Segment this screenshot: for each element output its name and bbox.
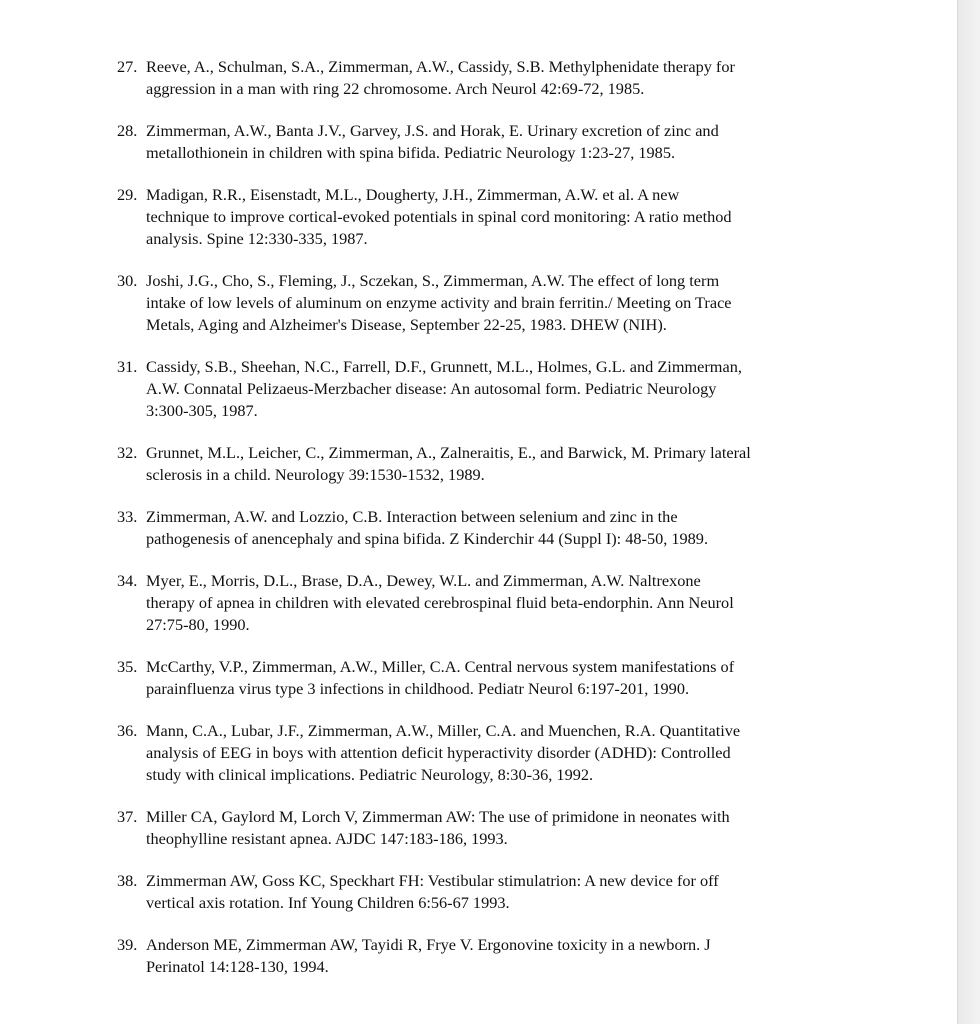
reference-text-line: therapy of apnea in children with elevated cerebrospinal fluid beta-endorphin. Ann Neurol <box>146 593 734 612</box>
reference-number: 31. <box>117 357 138 376</box>
reference-text-line: 27:75-80, 1990. <box>146 615 250 634</box>
reference-text-line: analysis of EEG in boys with attention deficit hyperactivity disorder (ADHD): Controlled <box>146 743 731 762</box>
reference-text-line: study with clinical implications. Pediatric Neurology, 8:30-36, 1992. <box>146 765 594 784</box>
reference-text-line: Miller CA, Gaylord M, Lorch V, Zimmerman AW: The use of primidone in neonates with <box>146 807 730 826</box>
reference-text-line: metallothionein in children with spina bifida. Pediatric Neurology 1:23-27, 1985. <box>146 143 676 162</box>
reference-item <box>117 570 847 636</box>
reference-text-line: Anderson ME, Zimmerman AW, Tayidi R, Frye V. Ergonovine toxicity in a newborn. J <box>146 935 711 954</box>
reference-number: 36. <box>117 721 138 740</box>
reference-item <box>117 356 847 422</box>
reference-text-line: Metals, Aging and Alzheimer's Disease, September 22-25, 1983. DHEW (NIH). <box>146 315 667 334</box>
reference-number: 38. <box>117 871 138 890</box>
reference-item <box>117 442 847 486</box>
reference-item <box>117 506 847 550</box>
reference-item <box>117 120 847 164</box>
reference-item <box>117 56 847 100</box>
reference-item <box>117 934 847 978</box>
reference-text-line: intake of low levels of aluminum on enzyme activity and brain ferritin./ Meeting on Trace <box>146 293 732 312</box>
reference-number: 30. <box>117 271 138 290</box>
reference-number: 37. <box>117 807 138 826</box>
reference-text-line: Grunnet, M.L., Leicher, C., Zimmerman, A., Zalneraitis, E., and Barwick, M. Primary lateral <box>146 443 751 462</box>
reference-text-line: theophylline resistant apnea. AJDC 147:183-186, 1993. <box>146 829 508 848</box>
reference-text-line: technique to improve cortical-evoked potentials in spinal cord monitoring: A ratio method <box>146 207 732 226</box>
reference-text-line: Joshi, J.G., Cho, S., Fleming, J., Sczekan, S., Zimmerman, A.W. The effect of long term <box>146 271 720 290</box>
reference-text-line: pathogenesis of anencephaly and spina bifida. Z Kinderchir 44 (Suppl I): 48-50, 1989. <box>146 529 709 548</box>
reference-text-line: Reeve, A., Schulman, S.A., Zimmerman, A.W., Cassidy, S.B. Methylphenidate therapy for <box>146 57 735 76</box>
reference-text-line: McCarthy, V.P., Zimmerman, A.W., Miller, C.A. Central nervous system manifestations of <box>146 657 735 676</box>
reference-number: 34. <box>117 571 138 590</box>
reference-item <box>117 806 847 850</box>
reference-text-line: A.W. Connatal Pelizaeus-Merzbacher disease: An autosomal form. Pediatric Neurology <box>146 379 717 398</box>
reference-text-line: 3:300-305, 1987. <box>146 401 258 420</box>
reference-number: 28. <box>117 121 138 140</box>
reference-text-line: sclerosis in a child. Neurology 39:1530-1532, 1989. <box>146 465 485 484</box>
reference-text-line: Zimmerman AW, Goss KC, Speckhart FH: Vestibular stimulatrion: A new device for off <box>146 871 719 890</box>
reference-list <box>117 56 847 998</box>
viewer-gutter <box>957 0 980 1024</box>
reference-number: 27. <box>117 57 138 76</box>
reference-text-line: Mann, C.A., Lubar, J.F., Zimmerman, A.W., Miller, C.A. and Muenchen, R.A. Quantitative <box>146 721 741 740</box>
reference-item <box>117 656 847 700</box>
reference-number: 39. <box>117 935 138 954</box>
reference-number: 33. <box>117 507 138 526</box>
reference-number: 35. <box>117 657 138 676</box>
reference-item <box>117 870 847 914</box>
reference-text-line: analysis. Spine 12:330-335, 1987. <box>146 229 368 248</box>
reference-item <box>117 720 847 786</box>
reference-text-line: aggression in a man with ring 22 chromosome. Arch Neurol 42:69-72, 1985. <box>146 79 645 98</box>
reference-text-line: Zimmerman, A.W. and Lozzio, C.B. Interaction between selenium and zinc in the <box>146 507 678 526</box>
reference-text-line: Madigan, R.R., Eisenstadt, M.L., Dougherty, J.H., Zimmerman, A.W. et al. A new <box>146 185 680 204</box>
reference-text-line: Zimmerman, A.W., Banta J.V., Garvey, J.S. and Horak, E. Urinary excretion of zinc and <box>146 121 719 140</box>
reference-item <box>117 270 847 336</box>
reference-text-line: vertical axis rotation. Inf Young Children 6:56-67 1993. <box>146 893 510 912</box>
reference-item <box>117 184 847 250</box>
reference-text-line: Cassidy, S.B., Sheehan, N.C., Farrell, D.F., Grunnett, M.L., Holmes, G.L. and Zimmerman, <box>146 357 742 376</box>
reference-number: 29. <box>117 185 138 204</box>
reference-number: 32. <box>117 443 138 462</box>
reference-text-line: Myer, E., Morris, D.L., Brase, D.A., Dewey, W.L. and Zimmerman, A.W. Naltrexone <box>146 571 701 590</box>
reference-text-line: Perinatol 14:128-130, 1994. <box>146 957 329 976</box>
reference-text-line: parainfluenza virus type 3 infections in childhood. Pediatr Neurol 6:197-201, 1990. <box>146 679 690 698</box>
